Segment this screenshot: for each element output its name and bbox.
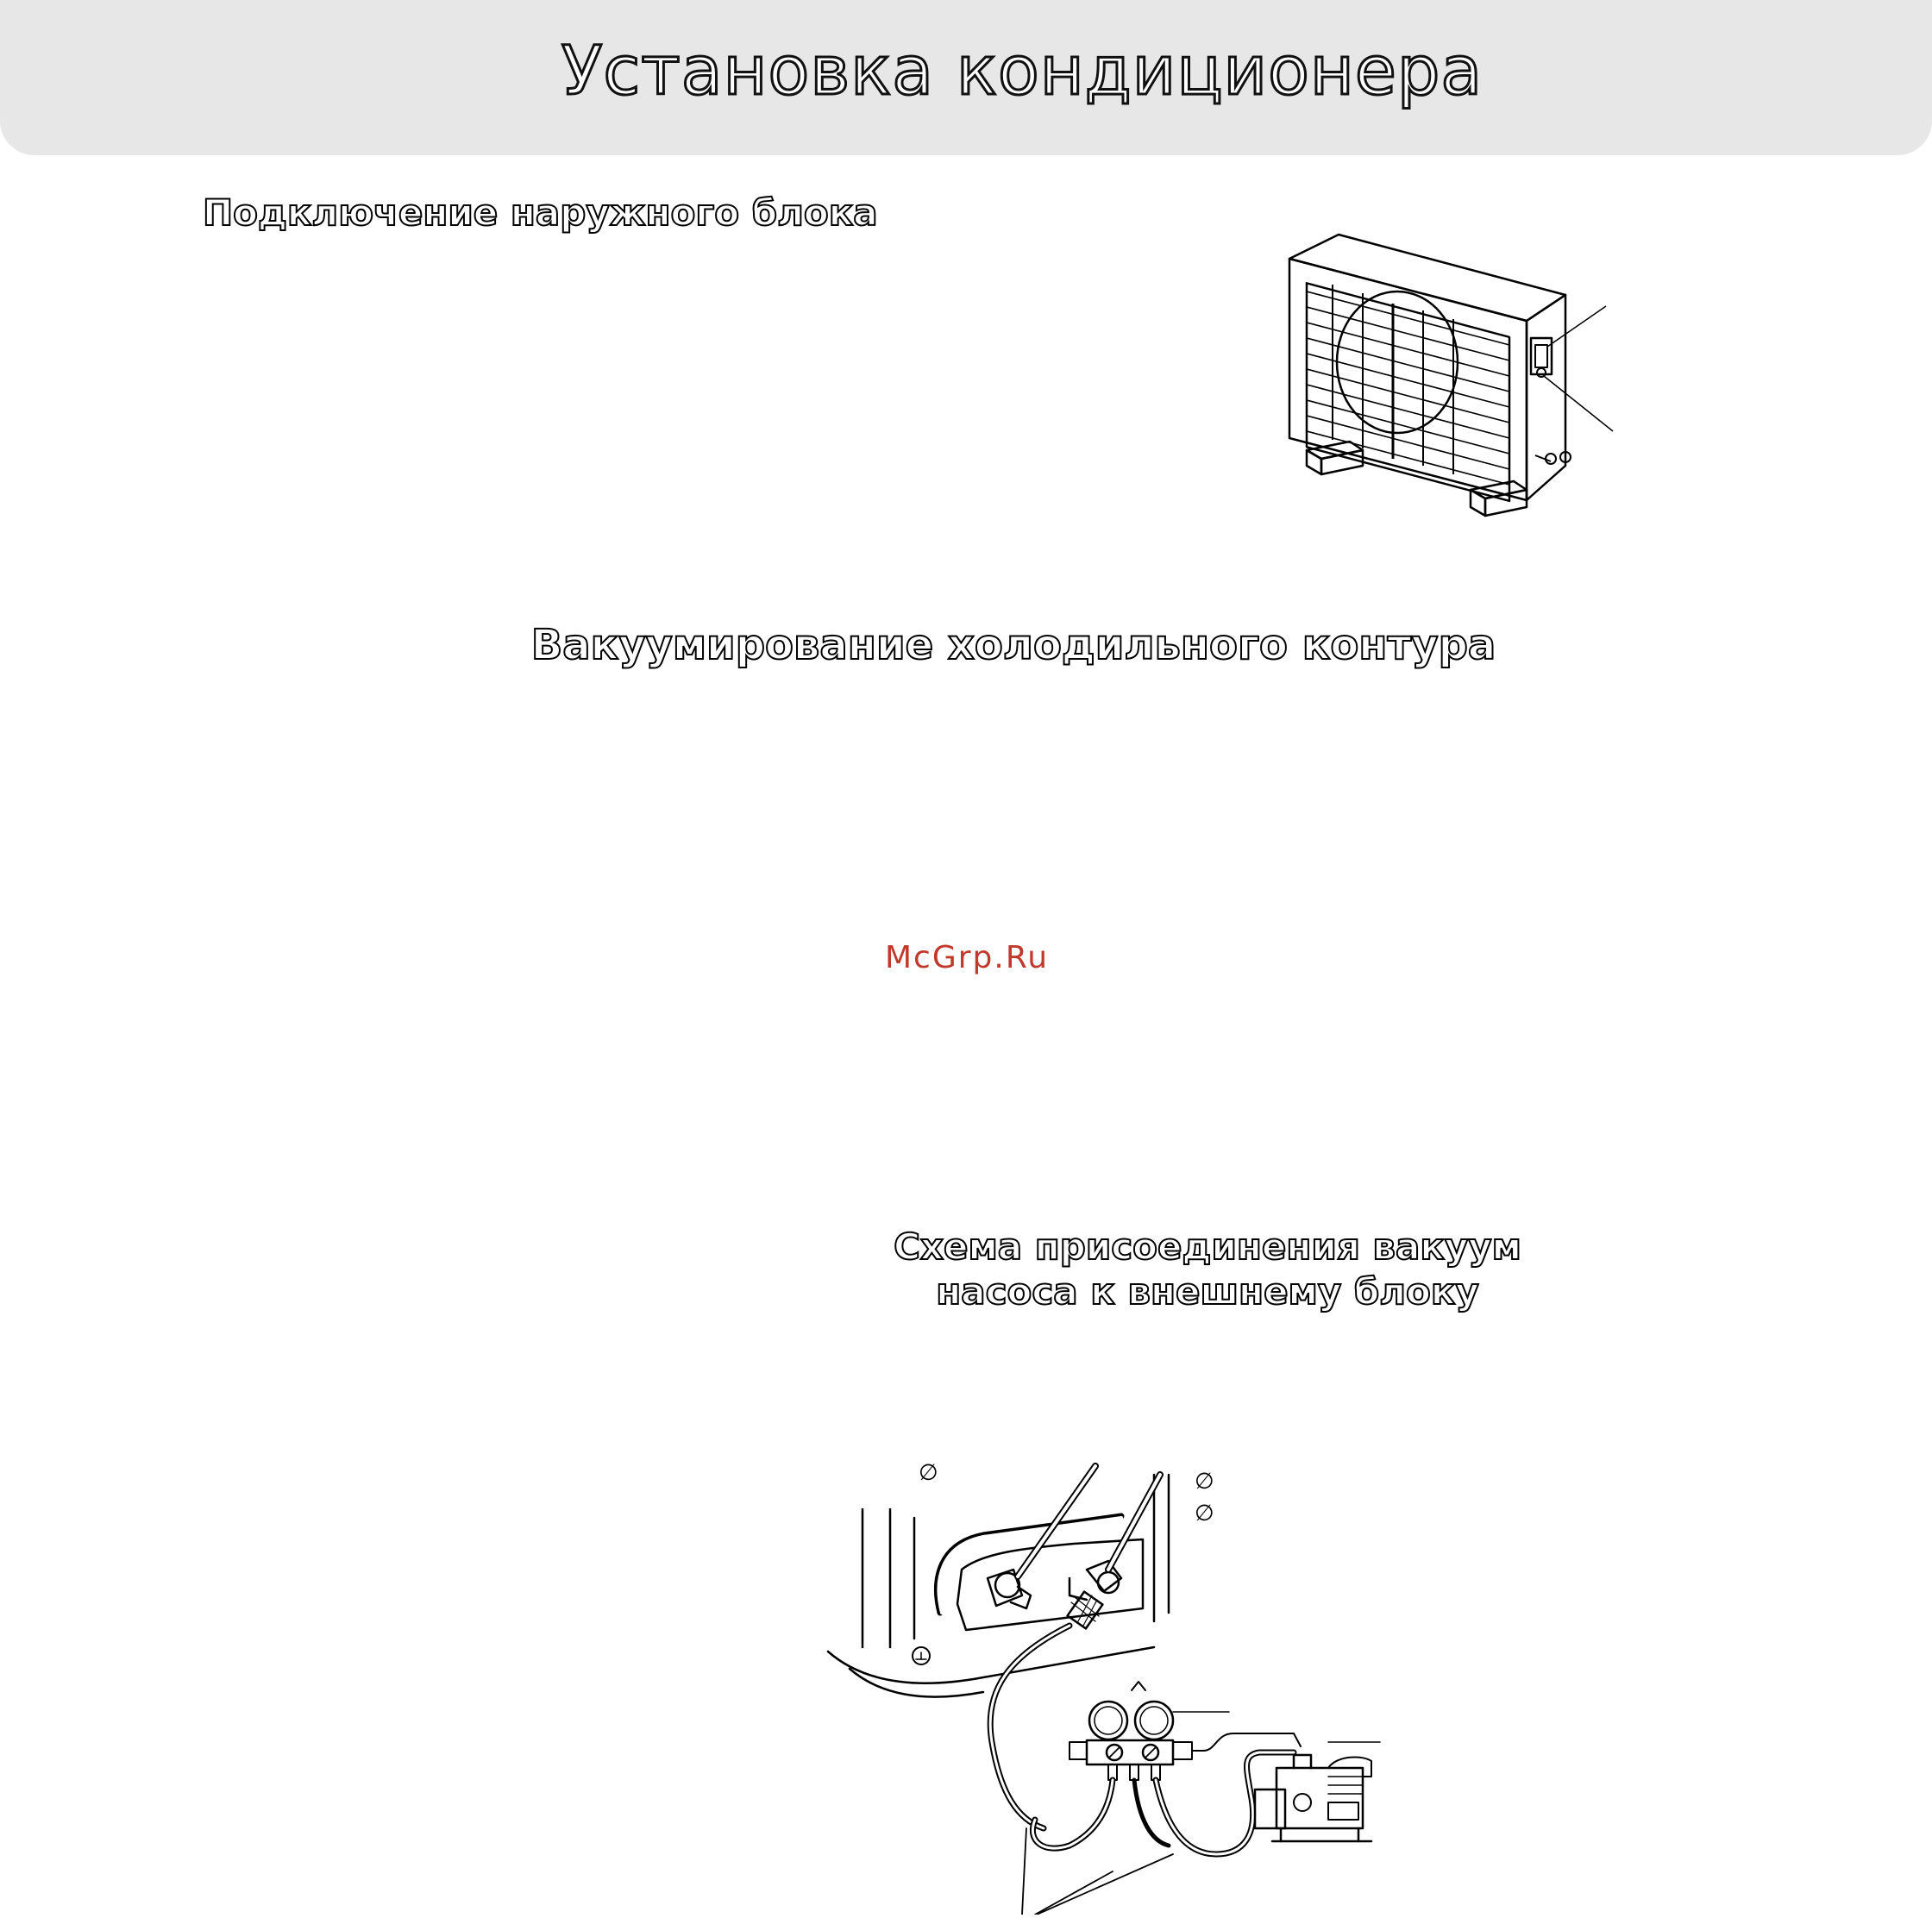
diameter-label: ∅ [919,1460,938,1486]
diameter-label: ∅ [1195,1469,1214,1495]
section-heading-outdoor-connection: Подключение наружного блока [203,191,878,234]
page-title: Установка кондиционера [561,33,1484,110]
vacuum-pump-connection-diagram [811,1449,1414,1915]
diameter-label: ∅ [1195,1501,1214,1526]
section-heading-pump-scheme: Схема присоединения вакуум насоса к внешнему блоку [894,1225,1521,1313]
outdoor-unit-illustration [1276,224,1622,526]
watermark-text: McGrp.Ru [885,940,1050,975]
section-heading-vacuuming: Вакуумирование холодильного контура [530,621,1496,669]
